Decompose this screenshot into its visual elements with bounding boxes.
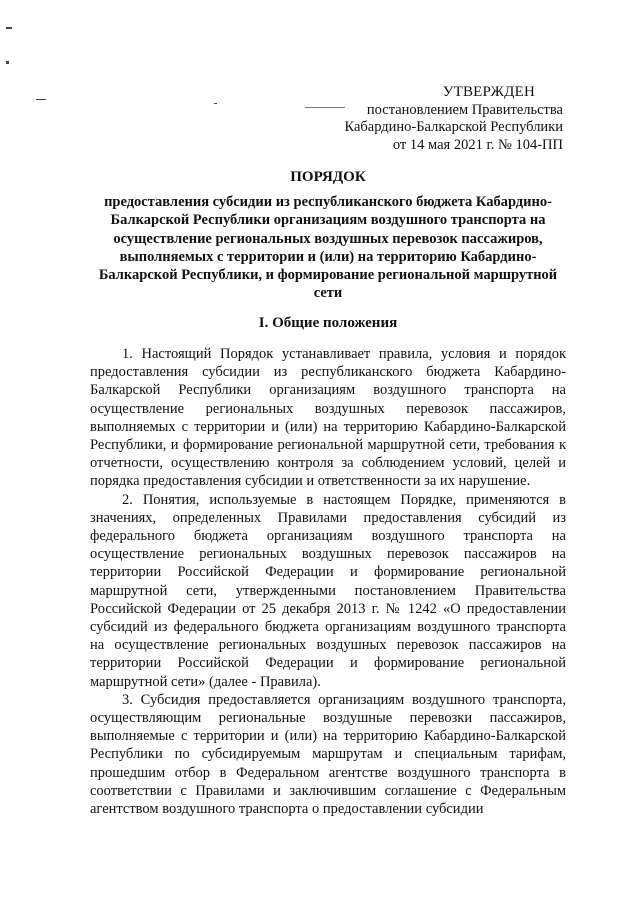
approval-stamp-block [344, 84, 563, 154]
paragraph: 1. Настоящий Порядок устанавливает правила, условия и порядок предоставления субсидии из республиканского бюджета Кабардино-Балкарской Республики организациям воздушного транспорта на осуществление региональных воздушных перевозок пассажиров, выполняемых с территории и (или) на территорию Кабардино-Балкарской Республики, и формирование региональной маршрутной сети, требования к отчетности, осуществлению контроля за соблюдением условий, целей и порядка предоставления субсидии и ответственности за их нарушение. [90, 346, 566, 490]
scan-artifact [305, 107, 345, 108]
approval-line: постановлением Правительства [366, 101, 563, 118]
approval-line: от 14 мая 2021 г. № 104-ПП [392, 136, 563, 153]
scan-artifact [214, 103, 217, 104]
document-subtitle: предоставления субсидии из республиканского бюджета Кабардино-Балкарской Республики организациям воздушного транспорта на осуществление региональных воздушных перевозок пассажиров, выполняемых с территории и (или) на территорию Кабардино-Балкарской Республики, и формирование региональной маршрутной сети [98, 194, 558, 302]
paragraph: 2. Понятия, используемые в настоящем Порядке, применяются в значениях, определенных Правилами предоставления субсидий из федерального бюджета организациям воздушного транспорта на осуществление региональных воздушных перевозок пассажиров на территории Российской Федерации и формирование региональной маршрутной сети, утвержденными постановлением Правительства Российской Федерации от 25 декабря 2013 г. № 1242 «О предоставлении субсидий из федерального бюджета организациям воздушного транспорта на осуществление региональных воздушных перевозок пассажиров на территории Российской Федерации и формирование региональной маршрутной сети» (далее - Правила). [90, 491, 566, 690]
section-heading: I. Общие положения [258, 315, 398, 331]
document-body [90, 345, 566, 818]
scan-artifact [6, 61, 9, 64]
approval-line: Кабардино-Балкарской Республики [344, 119, 563, 135]
paragraph: 3. Субсидия предоставляется организациям воздушного транспорта, осуществляющим региональные воздушные перевозки пассажиров, выполняемые с территории и (или) на территорию Кабардино-Балкарской Республики по субсидируемым маршрутам и специальным тарифам, прошедшим отбор в Федеральном агентстве воздушного транспорта в соответствии с Правилами и заключившим соглашение с Федеральным агентством воздушного транспорта о предоставлении субсидии [90, 691, 566, 818]
approval-title: УТВЕРЖДЕН [442, 84, 535, 100]
document-title: ПОРЯДОК [290, 169, 366, 185]
scan-artifact [36, 99, 46, 100]
scan-artifact [6, 27, 12, 29]
